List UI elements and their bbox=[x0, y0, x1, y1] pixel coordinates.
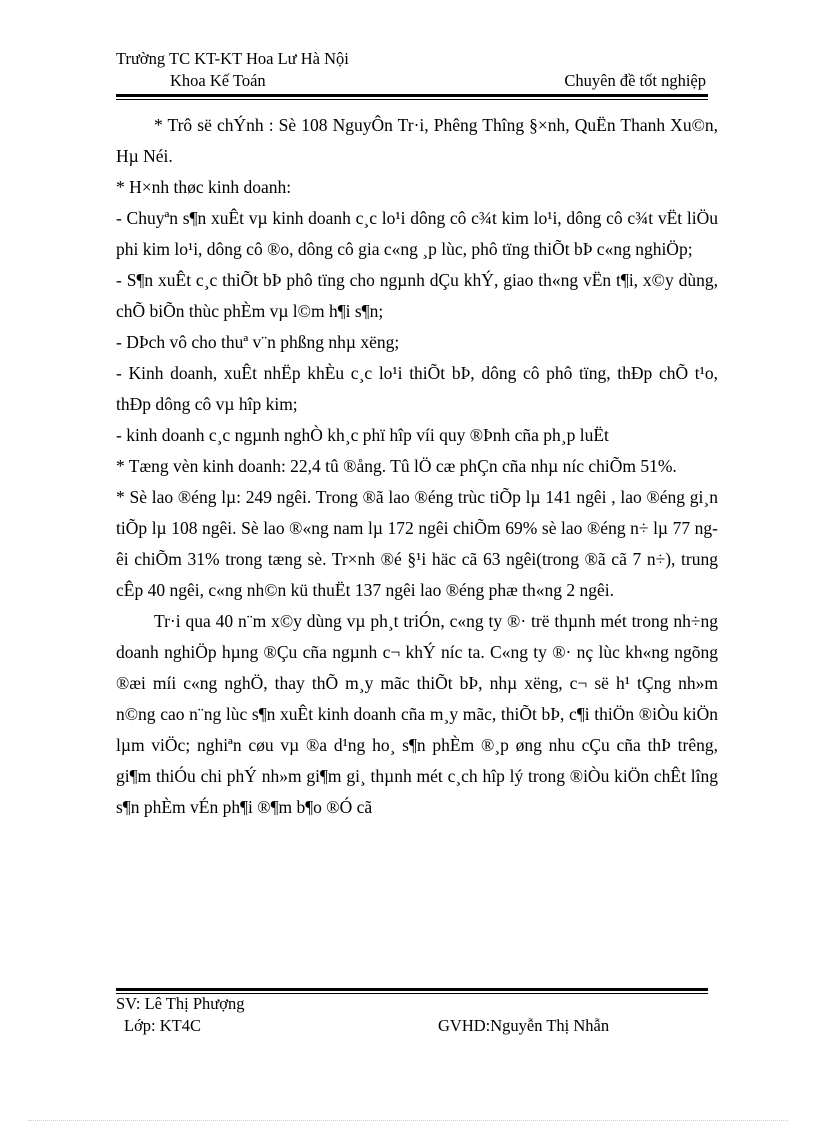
footer-row bbox=[116, 1015, 706, 1037]
page-bottom-border bbox=[28, 1120, 788, 1121]
student-name: SV: Lê Thị Phượng bbox=[116, 994, 245, 1013]
header-row bbox=[116, 70, 706, 92]
paragraph-headquarters: * Trô së chÝnh : Sè 108 NguyÔn Tr·i, Phêng Thîng §×nh, QuËn Thanh Xu©n, Hµ Néi. bbox=[116, 115, 718, 166]
paragraph-business-form: * H×nh thøc kinh doanh: bbox=[116, 177, 292, 197]
document-type: Chuyên đề tốt nghiệp bbox=[564, 71, 706, 90]
page-footer bbox=[116, 993, 706, 1037]
page-header bbox=[116, 48, 706, 92]
faculty-name: Khoa Kế Toán bbox=[170, 71, 266, 90]
class-name: Lớp: KT4C bbox=[124, 1016, 202, 1035]
paragraph-item-2: - S¶n xuÊt c¸c thiÕt bÞ phô tïng cho ngµnh dÇu khÝ, giao th«ng vËn t¶i, x©y dùng, chÕ biÕn thùc phÈm vµ l©m h¶i s¶n; bbox=[116, 270, 718, 321]
paragraph-history: Tr·i qua 40 n¨m x©y dùng vµ ph¸t triÓn, c«ng ty ®· trë thµnh mét trong nh÷ng doanh nghiÖp hµng ®Çu cña ngµnh c¬ khÝ níc ta. C«ng ty ®· nç lùc kh«ng ngõng ®æi míi c«ng nghÖ, thay thÕ m¸y mãc thiÕt bÞ, nhµ xëng, c¬ së h¹ tÇng nh»m n©ng cao n¨ng lùc s¶n xuÊt kinh doanh cña m¸y mãc, thiÕt bÞ, c¶i thiÖn ®iÒu kiÖn lµm viÖc; nghiªn cøu vµ ®a d¹ng ho¸ s¶n phÈm ®¸p øng nhu cÇu cña thÞ trêng, gi¶m thiÓu chi phÝ nh»m gi¶m gi¸ thµnh mét c¸ch hîp lý trong ®iÒu kiÖn chÊt lîng s¶n phÈm vÉn ph¶i ®¶m b¶o ®Ó cã bbox=[116, 611, 718, 817]
paragraph-item-1: - Chuyªn s¶n xuÊt vµ kinh doanh c¸c lo¹i dông cô c¾t kim lo¹i, dông cô c¾t vËt liÖu phi kim lo¹i, dông cô ®o, dông cô gia c«ng ¸p lùc, phô tïng thiÕt bÞ c«ng nghiÖp; bbox=[116, 208, 718, 259]
supervisor-name: GVHD:Nguyễn Thị Nhẫn bbox=[438, 1016, 610, 1035]
paragraph-item-3: - DÞch vô cho thuª v¨n phßng nhµ xëng; bbox=[116, 332, 400, 352]
paragraph-labor: * Sè lao ®éng lµ: 249 ngêi. Trong ®ã lao ®éng trùc tiÕp lµ 141 ngêi , lao ®éng gi¸n tiÕp lµ 108 ngêi. Sè lao ®«ng nam lµ 172 ngêi chiÕm 69% sè lao ®éng n÷ lµ 77 ngêi chiÕm 31% trong tæng sè. Tr×nh ®é §¹i häc cã 63 ngêi(trong ®ã cã 7 n÷), trung cÊp 40 ngêi, c«ng nh©n kü thuËt 137 ngêi lao ®éng phæ th«ng 2 ngêi. bbox=[116, 487, 718, 600]
paragraph-item-4: - Kinh doanh, xuÊt nhËp khÈu c¸c lo¹i thiÕt bÞ, dông cô phô tïng, thÐp chÕ t¹o, thÐp dông cô vµ hîp kim; bbox=[116, 363, 718, 414]
header-divider bbox=[116, 94, 708, 100]
school-name: Trường TC KT-KT Hoa Lư Hà Nội bbox=[116, 49, 349, 68]
paragraph-item-5: - kinh doanh c¸c ngµnh nghÒ kh¸c phï hîp víi quy ®Þnh cña ph¸p luËt bbox=[116, 425, 609, 445]
document-body bbox=[116, 110, 718, 823]
paragraph-capital: * Tæng vèn kinh doanh: 22,4 tû ®ång. Tû lÖ cæ phÇn cña nhµ níc chiÕm 51%. bbox=[116, 456, 677, 476]
